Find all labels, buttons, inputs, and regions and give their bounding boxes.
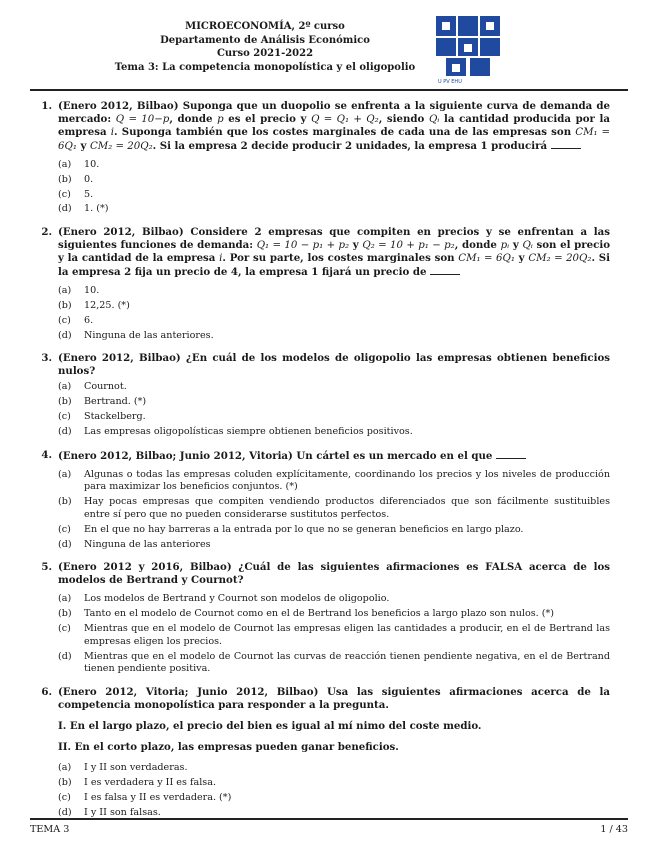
option-b xyxy=(58,396,610,409)
option-label: (c) xyxy=(58,314,71,326)
question-number: 6. xyxy=(41,686,52,699)
option-text: Algunas o todas las empresas coluden explícitamente, coordinando los precios y los niveles de producción para maximizar los beneficios conjuntos. (*) xyxy=(84,468,610,493)
option-c xyxy=(58,189,610,202)
question-6 xyxy=(30,686,610,819)
option-d xyxy=(58,651,610,677)
option-b xyxy=(58,496,610,522)
footer-divider xyxy=(30,818,628,820)
option-c xyxy=(58,623,610,649)
option-label: (c) xyxy=(58,410,71,422)
text-fragment: , siendo xyxy=(378,113,429,125)
option-d xyxy=(58,330,610,343)
question-number: 5. xyxy=(41,561,52,574)
formula: i xyxy=(110,127,115,138)
option-a xyxy=(58,285,610,298)
option-c xyxy=(58,792,610,805)
answer-blank xyxy=(551,139,581,149)
statement-2: II. En el corto plazo, las empresas pueden ganar beneficios. xyxy=(58,741,399,754)
question-number: 4. xyxy=(41,448,52,461)
option-text: 1. (*) xyxy=(84,203,109,215)
text-fragment: es el precio y xyxy=(223,113,312,125)
option-d xyxy=(58,426,610,439)
statement-1: I. En el largo plazo, el precio del bien es igual al mí nimo del coste medio. xyxy=(58,720,482,733)
option-a xyxy=(58,159,610,172)
option-c xyxy=(58,315,610,328)
option-a xyxy=(58,762,610,775)
topic-title: Tema 3: La competencia monopolística y el oligopolio xyxy=(114,61,416,73)
question-lead: (Enero 2012, Bilbao) Considere 2 empresas que compiten en precios y se enfrentan a las siguientes funciones de demanda: xyxy=(58,226,610,252)
footer-topic: TEMA 3 xyxy=(30,824,70,835)
option-text: Stackelberg. xyxy=(84,410,146,422)
formula: Q = 10−p xyxy=(115,114,170,125)
option-b xyxy=(58,300,610,313)
academic-year: Curso 2021-2022 xyxy=(216,48,314,59)
formula: CM₁ = 6Q₁ xyxy=(458,253,515,265)
text-fragment: . Por su parte, los costes marginales son xyxy=(222,252,459,265)
option-label: (b) xyxy=(58,173,72,185)
option-text: Tanto en el modelo de Cournot como en el de Bertrand los beneficios a largo plazo son nulos. (*) xyxy=(84,608,555,620)
option-label: (a) xyxy=(58,468,72,480)
page-header xyxy=(0,14,655,84)
formula: p xyxy=(217,114,224,125)
option-list xyxy=(58,762,610,819)
option-text: 5. xyxy=(84,188,94,200)
question-text: (Enero 2012 y 2016, Bilbao) ¿Cuál de las siguientes afirmaciones es FALSA acerca de los modelos de Bertrand y Cournot? xyxy=(58,561,610,587)
formula: Q₁ = 10 − p₁ + p₂ xyxy=(256,240,350,252)
option-d xyxy=(58,539,610,552)
text-fragment: , donde xyxy=(169,113,218,125)
option-text: Las empresas oligopolísticas siempre obtienen beneficios positivos. xyxy=(84,425,413,437)
option-a xyxy=(58,593,610,606)
logo-caption: U PV EHU xyxy=(438,79,462,85)
question-list xyxy=(30,100,610,829)
text-fragment: , donde xyxy=(454,239,501,252)
formula: Q₂ = 10 + p₁ − p₂ xyxy=(362,240,455,252)
question-number: 2. xyxy=(41,226,52,239)
question-text xyxy=(58,100,610,153)
option-label: (d) xyxy=(58,329,72,341)
option-list xyxy=(58,469,610,552)
option-label: (a) xyxy=(58,159,72,170)
option-d xyxy=(58,203,610,216)
option-list xyxy=(58,381,610,438)
option-label: (a) xyxy=(58,381,72,393)
formula: Q = Q₁ + Q₂ xyxy=(311,114,379,125)
question-text xyxy=(58,449,610,463)
option-text: I y II son falsas. xyxy=(84,806,161,818)
question-number: 3. xyxy=(41,352,52,365)
option-text: Ninguna de las anteriores xyxy=(84,538,211,550)
page-number: 1 / 43 xyxy=(600,824,628,835)
text-fragment: y xyxy=(76,140,90,152)
option-text: Los modelos de Bertrand y Cournot son modelos de oligopolio. xyxy=(84,593,390,605)
text-fragment: y xyxy=(509,239,523,252)
option-text: Hay pocas empresas que compiten vendiendo productos diferenciados que son fácilmente sustituibles entre sí pero que no pueden considerarse sustitutos perfectos. xyxy=(84,496,610,520)
text-fragment: y xyxy=(349,239,363,252)
formula: Qᵢ xyxy=(428,114,440,125)
option-text: Ninguna de las anteriores. xyxy=(84,329,214,341)
formula: CM₁ = 6Q₁ xyxy=(58,127,610,152)
formula: pᵢ xyxy=(500,240,510,252)
option-b xyxy=(58,777,610,790)
option-list xyxy=(58,593,610,676)
option-text: I y II son verdaderas. xyxy=(84,762,188,774)
option-c xyxy=(58,524,610,537)
answer-blank xyxy=(496,449,526,459)
option-a xyxy=(58,469,610,495)
option-text: I es verdadera y II es falsa. xyxy=(84,776,216,788)
question-lead: (Enero 2012, Bilbao; Junio 2012, Vitoria) Un cártel es un mercado en el que xyxy=(58,449,493,462)
option-label: (b) xyxy=(58,608,72,620)
question-3 xyxy=(30,352,610,438)
header-text xyxy=(100,20,430,74)
question-1 xyxy=(30,100,610,216)
text-fragment: . Si la empresa 2 fija un precio de 4, la empresa 1 fijará un precio de xyxy=(58,252,610,279)
formula: i xyxy=(219,253,223,265)
question-lead: (Enero 2012, Bilbao) Suponga que un duopolio se enfrenta a la siguiente curva de demanda de mercado: xyxy=(58,100,610,125)
formula: CM₂ = 20Q₂ xyxy=(89,141,153,152)
option-label: (c) xyxy=(58,188,71,200)
option-label: (d) xyxy=(58,425,72,437)
option-text: 6. xyxy=(84,314,94,326)
text-fragment: son el precio y la cantidad de la empresa xyxy=(58,239,610,265)
option-text: Mientras que en el modelo de Cournot las empresas eligen las cantidades a producir, en el de Bertrand las empresas eligen los precios. xyxy=(84,622,610,647)
option-label: (a) xyxy=(58,285,72,297)
option-text: Mientras que en el modelo de Cournot las curvas de reacción tienen pendiente negativa, en el de Bertrand tienen pendiente positiva. xyxy=(84,650,610,675)
question-text: (Enero 2012, Vitoria; Junio 2012, Bilbao) Usa las siguientes afirmaciones acerca de la competencia monopolística para responder a la pregunta. xyxy=(58,686,610,712)
text-fragment: y xyxy=(514,252,529,265)
option-text: 10. xyxy=(84,159,100,170)
question-4 xyxy=(30,449,610,552)
option-b xyxy=(58,174,610,187)
option-label: (d) xyxy=(58,538,72,550)
university-logo-icon xyxy=(434,14,502,80)
option-c xyxy=(58,411,610,424)
option-text: Bertrand. (*) xyxy=(84,396,147,408)
option-label: (d) xyxy=(58,650,72,662)
option-list xyxy=(58,159,610,216)
question-2 xyxy=(30,226,610,342)
option-b xyxy=(58,608,610,621)
option-list xyxy=(58,285,610,342)
option-label: (d) xyxy=(58,806,72,818)
option-text: En el que no hay barreras a la entrada por lo que no se generan beneficios en largo plazo. xyxy=(84,523,524,535)
option-label: (b) xyxy=(58,299,72,311)
option-label: (a) xyxy=(58,593,72,605)
header-divider xyxy=(30,89,628,91)
formula: Qᵢ xyxy=(522,240,533,252)
formula: CM₂ = 20Q₂ xyxy=(528,253,592,265)
question-5 xyxy=(30,561,610,676)
department-name: Departamento de Análisis Económico xyxy=(160,34,370,46)
option-text: 0. xyxy=(84,173,94,185)
option-label: (b) xyxy=(58,776,72,788)
course-title: MICROECONOMÍA, 2º curso xyxy=(185,21,345,32)
text-fragment: la cantidad producida por la empresa xyxy=(58,113,611,138)
question-number: 1. xyxy=(41,100,52,112)
option-text: 12,25. (*) xyxy=(84,299,130,311)
text-fragment: . Si la empresa 2 decide producir 2 unidades, la empresa 1 producirá xyxy=(152,140,548,152)
option-text: I es falsa y II es verdadera. (*) xyxy=(84,791,232,803)
option-label: (d) xyxy=(58,203,72,215)
option-a xyxy=(58,381,610,394)
option-label: (a) xyxy=(58,762,72,774)
question-text xyxy=(58,226,610,279)
option-text: 10. xyxy=(84,285,100,297)
option-text: Cournot. xyxy=(84,381,127,393)
question-text: (Enero 2012, Bilbao) ¿En cuál de los modelos de oligopolio las empresas obtienen beneficios nulos? xyxy=(58,352,610,378)
answer-blank xyxy=(430,265,460,275)
text-fragment: . Suponga también que los costes marginales de cada una de las empresas son xyxy=(114,126,576,138)
option-label: (c) xyxy=(58,523,71,535)
option-label: (c) xyxy=(58,791,71,803)
option-label: (c) xyxy=(58,622,71,634)
option-label: (b) xyxy=(58,496,72,508)
option-label: (b) xyxy=(58,396,72,408)
